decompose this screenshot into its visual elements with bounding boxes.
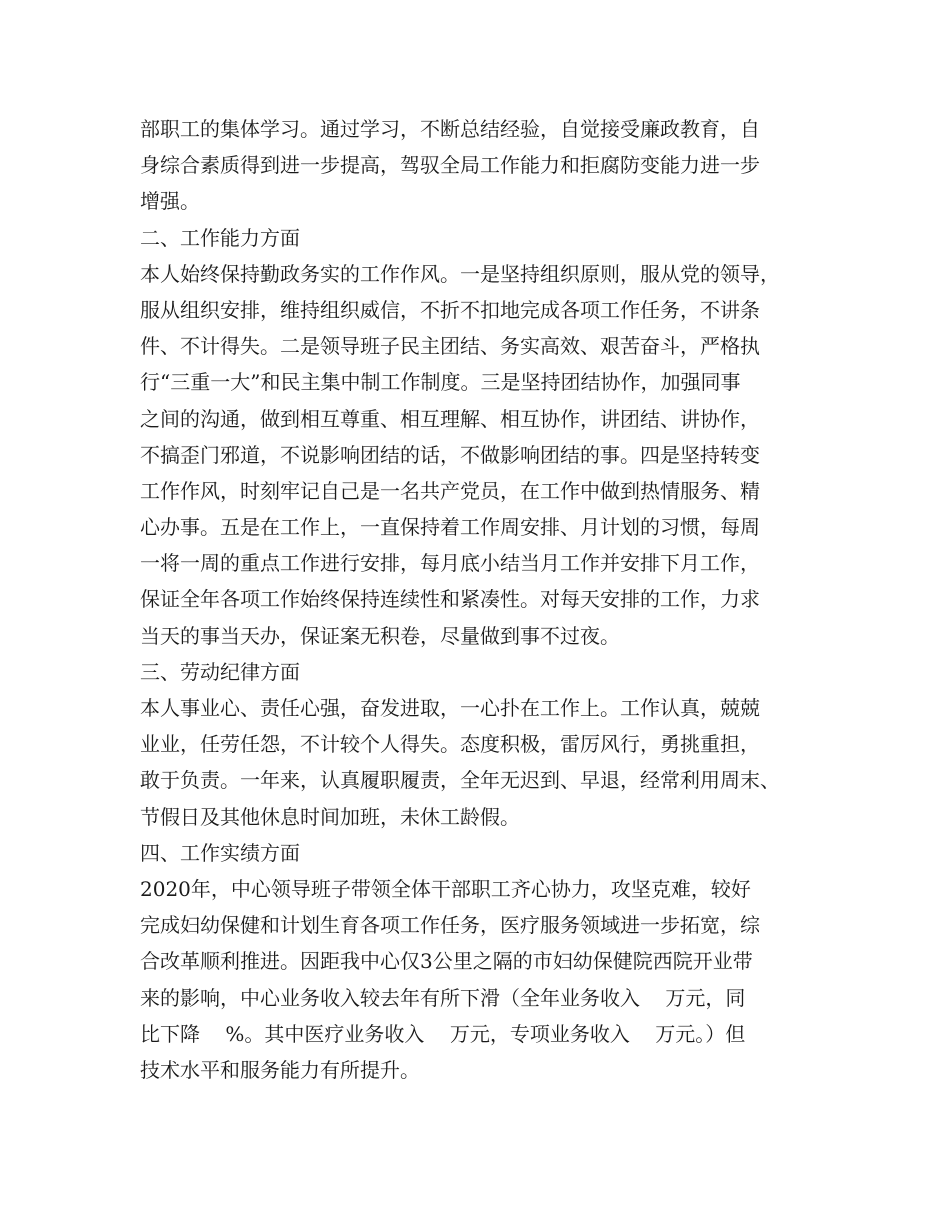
body-text-line: 业业，任劳任怨，不计较个人得失。态度积极，雷厉风行，勇挑重担，: [140, 732, 760, 757]
body-text-line: 本人事业心、责任心强，奋发进取，一心扑在工作上。工作认真，兢兢: [140, 696, 760, 720]
body-text-line: 心办事。五是在工作上，一直保持着工作周安排、月计划的习惯，每周: [140, 515, 760, 540]
body-text-line: 技术水平和服务能力有所提升。: [140, 1057, 420, 1082]
body-text-line: 增强。: [140, 189, 200, 214]
body-text-line: 之间的沟通，做到相互尊重、相互理解、相互协作，讲团结、讲协作，: [140, 406, 760, 431]
body-text-line: 工作作风，时刻牢记自己是一名共产党员，在工作中做到热情服务、精: [140, 478, 760, 503]
body-text-line: 行“三重一大”和民主集中制工作制度。三是坚持团结协作，加强同事: [140, 370, 741, 395]
body-text-line: 节假日及其他休息时间加班，未休工龄假。: [140, 804, 520, 829]
body-text-line: 件、不计得失。二是领导班子民主团结、务实高效、艰苦奋斗，严格执: [140, 334, 760, 359]
body-text-line: 合改革顺利推进。因距我中心仅3公里之隔的市妇幼保健院西院开业带: [140, 949, 753, 974]
body-text-line: 不搞歪门邪道，不说影响团结的话，不做影响团结的事。四是坚持转变: [140, 442, 760, 467]
body-text-line: 服从组织安排，维持组织威信，不折不扣地完成各项工作任务，不讲条: [140, 297, 760, 322]
body-text-line: 敢于负责。一年来，认真履职履责，全年无迟到、早退，经常利用周末、: [140, 768, 780, 793]
body-text-line: 2020年，中心领导班子带领全体干部职工齐心协力，攻坚克难，较好: [140, 876, 751, 901]
body-text-line: 比下降 %。其中医疗业务收入 万元，专项业务收入 万元。）但: [140, 1021, 746, 1046]
body-text-line: 部职工的集体学习。通过学习，不断总结经验，自觉接受廉政教育，自: [140, 117, 760, 141]
section-heading: 二、工作能力方面: [140, 225, 300, 250]
document-body: [140, 111, 830, 1088]
body-text-line: 本人始终保持勤政务实的工作作风。一是坚持组织原则，服从党的领导，: [140, 261, 780, 286]
body-text-line: 保证全年各项工作始终保持连续性和紧凑性。对每天安排的工作，力求: [140, 587, 760, 612]
body-text-line: 完成妇幼保健和计划生育各项工作任务，医疗服务领域进一步拓宽，综: [140, 913, 760, 938]
body-text-line: 一将一周的重点工作进行安排，每月底小结当月工作并安排下月工作，: [140, 551, 760, 576]
body-text-line: 当天的事当天办，保证案无积卷，尽量做到事不过夜。: [140, 623, 620, 648]
body-text-line: 来的影响，中心业务收入较去年有所下滑（全年业务收入 万元，同: [140, 985, 746, 1010]
section-heading: 四、工作实绩方面: [140, 840, 300, 865]
section-heading: 三、劳动纪律方面: [140, 659, 300, 684]
body-text-line: 身综合素质得到进一步提高，驾驭全局工作能力和拒腐防变能力进一步: [140, 153, 760, 178]
